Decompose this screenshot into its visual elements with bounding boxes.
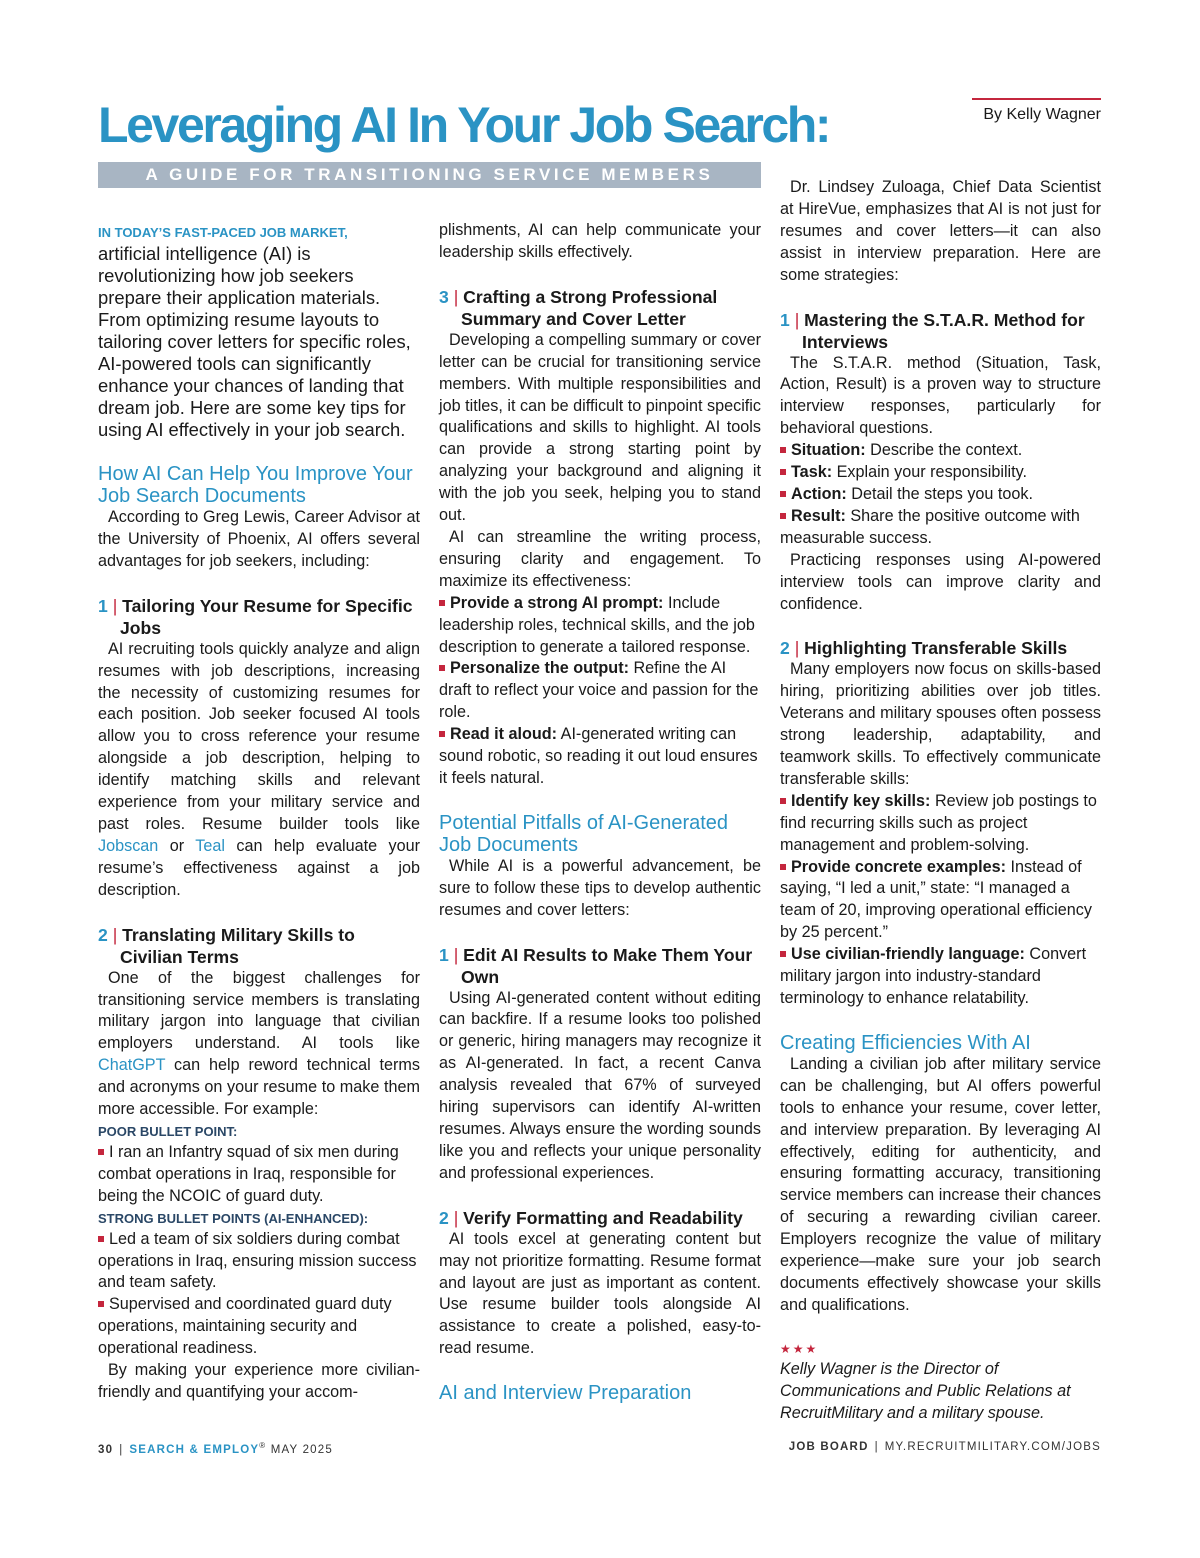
section-heading-pitfalls: Potential Pitfalls of AI-Generated Job Documents [439, 811, 729, 856]
column-2 [439, 220, 761, 1404]
poor-bullet-label: POOR BULLET POINT: [98, 1123, 238, 1139]
magazine-brand: SEARCH & EMPLOY [129, 1443, 260, 1456]
list-item: Supervised and coordinated guard duty operations, maintaining security and operational readiness. [98, 1295, 392, 1358]
byline: By Kelly Wagner [983, 106, 1101, 123]
jobscan-link[interactable]: Jobscan [98, 836, 159, 855]
list-item: Task: Explain your responsibility. [780, 462, 1101, 484]
byline-rule [972, 98, 1101, 100]
author-bio: Kelly Wagner is the Director of Communications and Public Relations at RecruitMilitary and a military spouse. [780, 1359, 1071, 1422]
tip-paragraph-streamline: AI can streamline the writing process, ensuring clarity and engagement. To maximize its effectiveness: [439, 527, 761, 590]
tip-heading-edit: 1 | Edit AI Results to Make Them Your Own [439, 944, 753, 987]
list-item: Situation: Describe the context. [780, 440, 1101, 462]
bullet-square-icon [780, 469, 786, 475]
strong-bullet-label: STRONG BULLET POINTS (AI-ENHANCED): [98, 1210, 369, 1226]
section-paragraph: According to Greg Lewis, Career Advisor at the University of Phoenix, AI offers several advantages for job seekers, including: [98, 508, 420, 570]
tip-paragraph-formatting: AI tools excel at generating content but may not prioritize formatting. Resume format and layout are just as important as content. Use resume builder tools alongside AI assistance to create a polished, easy-to-read resume. [439, 1229, 761, 1358]
footer-section-label: JOB BOARD [788, 1441, 869, 1453]
chatgpt-link[interactable]: ChatGPT [98, 1056, 166, 1075]
list-item: Identify key skills: Review job postings to find recurring skills such as project management and problem-solving. [780, 791, 1097, 854]
tip-paragraph-practice: Practicing responses using AI-powered interview tools can improve clarity and confidence. [780, 550, 1101, 613]
bullet-square-icon [780, 864, 786, 870]
article-subtitle: A GUIDE FOR TRANSITIONING SERVICE MEMBERS [98, 162, 761, 188]
lead-paragraph: artificial intelligence (AI) is revolutionizing how job seekers prepare their application materials. From optimizing resume layouts to tailoring cover letters for specific roles, AI-powered tools can significantly enhance your chances of landing that dream job. Here are some key tips for using AI effectively in your job search. [98, 243, 411, 440]
closing-paragraph: By making your experience more civilian-friendly and quantifying your accom- [98, 1361, 420, 1401]
bullet-square-icon [439, 600, 445, 606]
article-title: Leveraging AI In Your Job Search: [98, 97, 830, 153]
tip-paragraph-star: The S.T.A.R. method (Situation, Task, Action, Result) is a proven way to structure interview responses, particularly for behavioral questions. [780, 353, 1101, 438]
bullet-square-icon [780, 513, 786, 519]
bullet-square-icon [98, 1236, 104, 1242]
tip-heading-tailoring: 1 | Tailoring Your Resume for Specific Jobs [98, 595, 413, 638]
bullet-square-icon [98, 1149, 104, 1155]
footer-right: JOB BOARD | MY.RECRUITMILITARY.COM/JOBS [788, 1441, 1101, 1453]
section-heading-interview: AI and Interview Preparation [439, 1382, 692, 1405]
tip-paragraph-translating: One of the biggest challenges for transitioning service members is translating military jargon into language that civilian employers understand. AI tools like ChatGPT can help reword technical terms and acronyms on your resume to make them more accessible. For example: [98, 968, 421, 1119]
tip-heading-star: 1 | Mastering the S.T.A.R. Method for Interviews [780, 309, 1085, 352]
tip-heading-summary: 3 | Crafting a Strong Professional Summary and Cover Letter [439, 286, 718, 329]
list-item: Led a team of six soldiers during combat operations in Iraq, ensuring mission success and team safety. [98, 1229, 417, 1292]
list-item: Read it aloud: AI-generated writing can sound robotic, so reading it out loud ensures it feels natural. [439, 725, 758, 787]
bullet-square-icon [780, 491, 786, 497]
section-heading-efficiencies: Creating Efficiencies With AI [780, 1031, 1031, 1054]
footer-url[interactable]: MY.RECRUITMILITARY.COM/JOBS [884, 1441, 1101, 1453]
list-item: Result: Share the positive outcome with measurable success. [780, 506, 1080, 547]
list-item: I ran an Infantry squad of six men during combat operations in Iraq, responsible for being the NCOIC of guard duty. [98, 1142, 399, 1205]
column-1 [98, 222, 420, 1404]
tip-heading-formatting: 2 | Verify Formatting and Readability [439, 1207, 743, 1228]
efficiencies-paragraph: Landing a civilian job after military service can be challenging, but AI offers powerful tools to enhance your resume, cover letter, and interview preparation. By leveraging AI effectively, editing for authenticity, and ensuring formatting accuracy, transitioning service members can increase their chances of securing a rewarding civilian career. Employers recognize the value of military experience—make sure your job search documents effectively showcase your skills and qualifications. [780, 1054, 1101, 1314]
pitfalls-paragraph: While AI is a powerful advancement, be sure to follow these tips to develop authentic resumes and cover letters: [439, 856, 761, 919]
section-heading-improve: How AI Can Help You Improve Your Job Search Documents [98, 463, 413, 507]
teal-link[interactable]: Teal [195, 836, 225, 855]
issue-date: MAY 2025 [270, 1443, 333, 1456]
tip-heading-translating: 2 | Translating Military Skills to Civilian Terms [98, 924, 355, 967]
bullet-square-icon [439, 731, 445, 737]
divider-stars: ★★★ [780, 1341, 819, 1356]
lead-kicker: IN TODAY’S FAST-PACED JOB MARKET, [98, 225, 348, 240]
tip-paragraph-summary: Developing a compelling summary or cover letter can be crucial for transitioning service members. With multiple responsibilities and job titles, it can be difficult to pinpoint specific qualifications and skills to highlight. AI tools can provide a strong starting point by analyzing your background and aligning it with the job you seek, helping you to stand out. [439, 330, 761, 525]
list-item: Personalize the output: Refine the AI draft to reflect your voice and passion for the role. [439, 659, 759, 722]
tip-paragraph-tailoring: AI recruiting tools quickly analyze and align resumes with job descriptions, increasing the necessity of customizing resumes for each position. Job seeker focused AI tools allow you to cross reference your resume alongside a job description, helping to identify matching skills and relevant experience from your military service and past roles. Resume builder tools like Jobscan or Teal can help evaluate your resume’s effectiveness against a job description. [98, 639, 421, 899]
footer-left: 30 | SEARCH & EMPLOY® MAY 2025 [98, 1441, 333, 1456]
tip-paragraph-transferable: Many employers now focus on skills-based hiring, prioritizing abilities over job titles. Veterans and military spouses often possess strong leadership, adaptability, and teamwork skills. To effectively communicate transferable skills: [780, 660, 1101, 788]
bullet-square-icon [780, 447, 786, 453]
list-item: Use civilian-friendly language: Convert military jargon into industry-standard terminology to enhance relatability. [780, 945, 1087, 1007]
tip-paragraph-edit: Using AI-generated content without editing can backfire. If a resume looks too polished or generic, hiring managers may recognize it as AI-generated. In fact, a recent Canva analysis revealed that 67% of surveyed hiring supervisors can identify AI-written resumes. Always ensure the wording sounds like you and reflects your unique personality and professional experiences. [439, 988, 761, 1182]
list-item: Action: Detail the steps you took. [780, 484, 1101, 506]
bullet-square-icon [780, 798, 786, 804]
bullet-square-icon [780, 951, 786, 957]
list-item: Provide a strong AI prompt: Include leadership roles, technical skills, and the job description to generate a tailored response. [439, 593, 755, 656]
bullet-square-icon [439, 665, 445, 671]
column-3 [780, 177, 1101, 1425]
intro-paragraph: Dr. Lindsey Zuloaga, Chief Data Scientist at HireVue, emphasizes that AI is not just for resumes and cover letters—it can also assist in interview preparation. Here are some strategies: [780, 178, 1101, 284]
tip-heading-transferable: 2 | Highlighting Transferable Skills [780, 638, 1068, 659]
list-item: Provide concrete examples: Instead of saying, “I led a unit,” state: “I managed a team of 20, improving operational efficiency by 25 percent.” [780, 857, 1092, 942]
page-number: 30 [98, 1443, 114, 1456]
continued-paragraph: plishments, AI can help communicate your leadership skills effectively. [439, 221, 761, 261]
bullet-square-icon [98, 1301, 104, 1307]
